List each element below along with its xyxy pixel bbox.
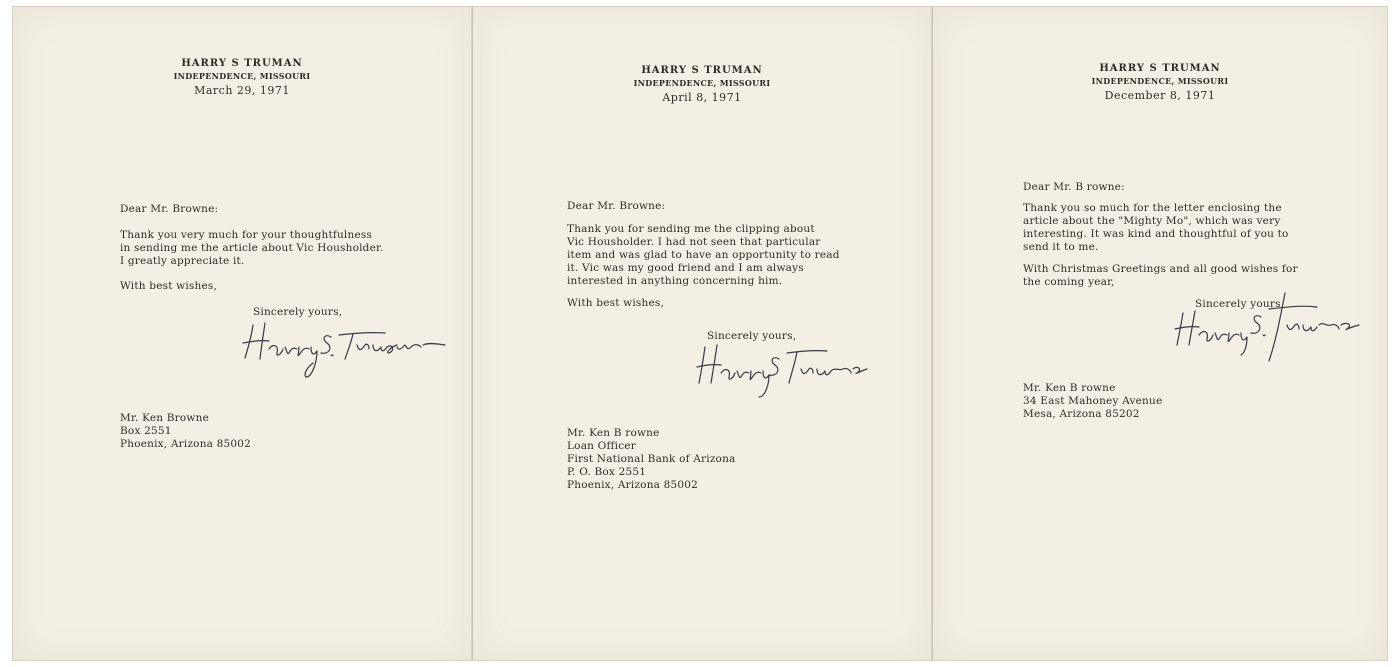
address-line: Mr. Ken B rowne — [1023, 382, 1116, 394]
body-line: article about the "Mighty Mo", which was very — [1023, 215, 1281, 227]
closing-wish: With best wishes, — [567, 297, 665, 309]
address-line: Mr. Ken B rowne — [567, 427, 660, 439]
address-line: Phoenix, Arizona 85002 — [120, 438, 252, 450]
salutation: Dear Mr. Browne: — [120, 203, 219, 215]
letter-sheet-3 — [932, 6, 1388, 661]
body-line: Thank you very much for your thoughtfulness — [120, 229, 373, 241]
sign-off: Sincerely yours, — [707, 330, 797, 342]
handwritten-signature — [235, 303, 445, 383]
body-line: item and was glad to have an opportunity to read — [567, 249, 840, 261]
address-line: Phoenix, Arizona 85002 — [567, 479, 699, 491]
handwritten-signature — [691, 325, 881, 405]
letterhead-name: HARRY S TRUMAN — [181, 58, 303, 69]
letterhead-location: INDEPENDENCE, MISSOURI — [633, 78, 771, 88]
address-line: Mr. Ken Browne — [120, 412, 209, 424]
body-line: interested in anything concerning him. — [567, 275, 783, 287]
address-line: 34 East Mahoney Avenue — [1023, 395, 1163, 407]
letterhead-name: HARRY S TRUMAN — [641, 65, 763, 76]
letter-sheet-2 — [472, 6, 932, 661]
body-line: in sending me the article about Vic Housholder. — [120, 242, 384, 254]
body-line: Thank you for sending me the clipping about — [567, 223, 815, 235]
address-line: Box 2551 — [120, 425, 172, 437]
letterhead-location: INDEPENDENCE, MISSOURI — [1091, 76, 1229, 86]
address-line: Loan Officer — [567, 440, 636, 452]
letter-sheet-1 — [12, 6, 472, 661]
letterhead-name: HARRY S TRUMAN — [1099, 63, 1221, 74]
closing-wish-line-2: the coming year, — [1023, 276, 1115, 288]
body-line: I greatly appreciate it. — [120, 255, 245, 267]
body-line: interesting. It was kind and thoughtful of you to — [1023, 228, 1289, 240]
salutation: Dear Mr. Browne: — [567, 200, 666, 212]
body-line: Vic Housholder. I had not seen that particular — [567, 236, 821, 248]
address-line: First National Bank of Arizona — [567, 453, 736, 465]
body-line: it. Vic was my good friend and I am always — [567, 262, 804, 274]
sign-off: Sincerely yours, — [1195, 298, 1285, 310]
letter-date: December 8, 1971 — [1104, 89, 1216, 102]
address-line: P. O. Box 2551 — [567, 466, 647, 478]
handwritten-signature — [1169, 289, 1379, 369]
salutation: Dear Mr. B rowne: — [1023, 181, 1125, 193]
sign-off: Sincerely yours, — [253, 306, 343, 318]
letter-date: April 8, 1971 — [662, 91, 742, 104]
closing-wish: With best wishes, — [120, 280, 218, 292]
letterhead-location: INDEPENDENCE, MISSOURI — [173, 71, 311, 81]
body-line: send it to me. — [1023, 241, 1099, 253]
body-line: Thank you so much for the letter enclosing the — [1023, 202, 1282, 214]
address-line: Mesa, Arizona 85202 — [1023, 408, 1140, 420]
closing-wish: With Christmas Greetings and all good wishes for — [1023, 263, 1298, 275]
letter-date: March 29, 1971 — [194, 84, 290, 97]
